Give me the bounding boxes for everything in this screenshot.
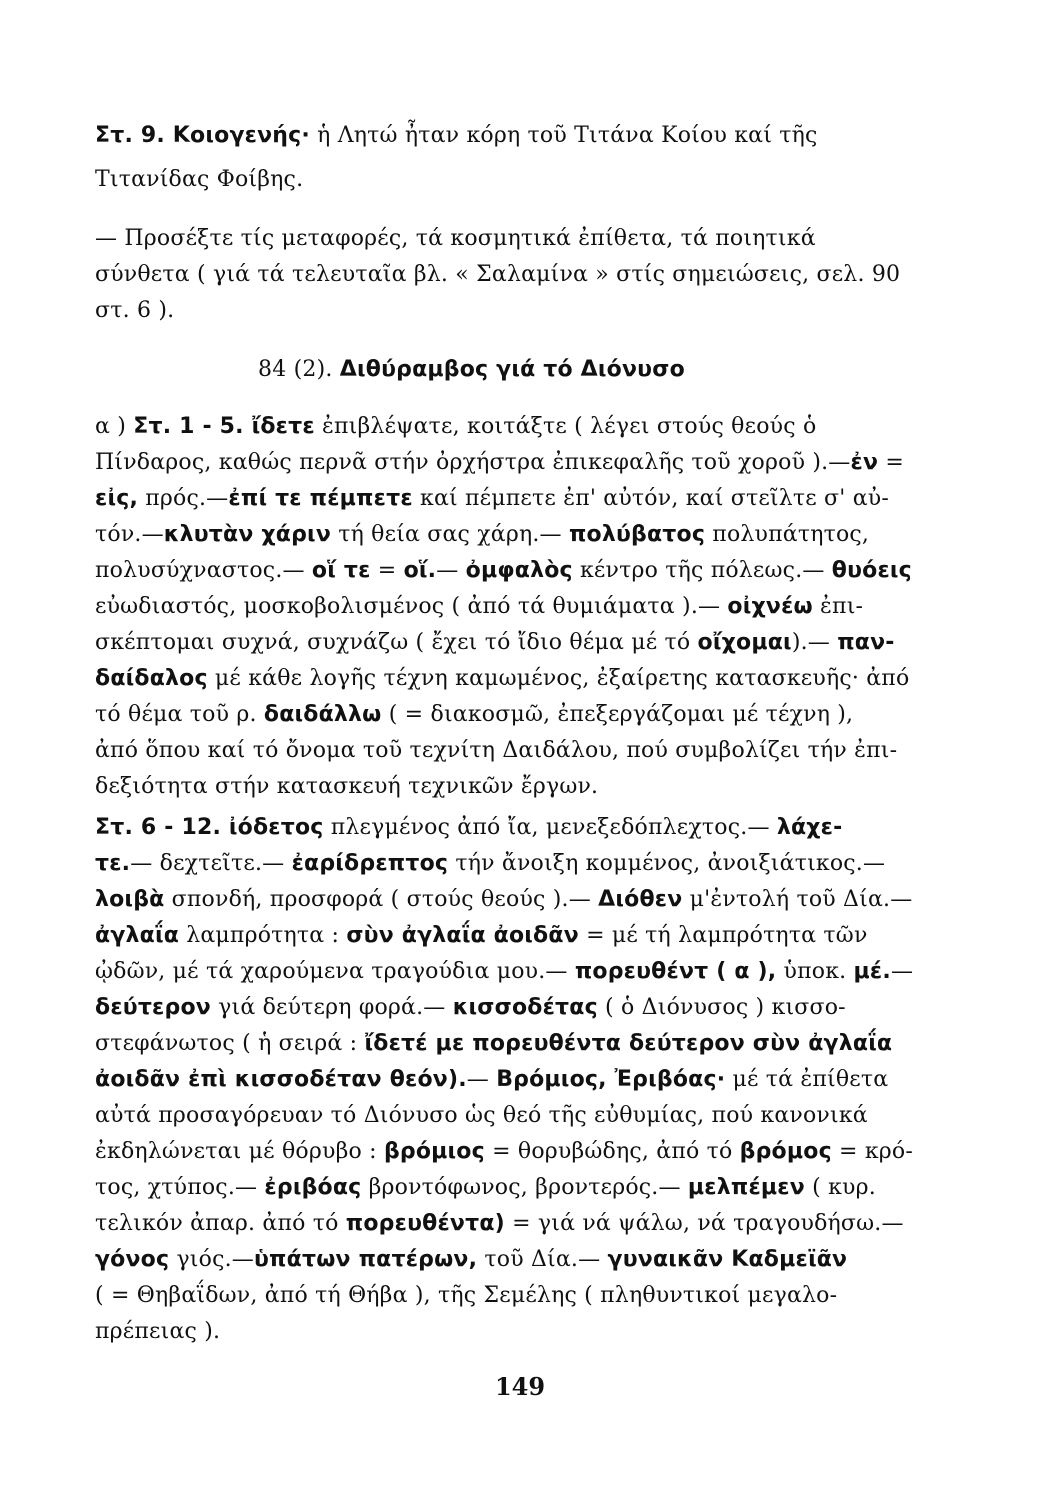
- bold-term: Βρόμιος, Ἐριβόας·: [496, 1067, 726, 1092]
- text-run: πολυσύχναστος.—: [95, 558, 312, 583]
- text-run: μέ τά ἐπίθετα: [725, 1067, 889, 1092]
- text-line: [95, 257, 945, 293]
- text-line: [95, 1278, 945, 1314]
- text-run: γιός.—: [169, 1247, 254, 1272]
- text-run: εὐωδιαστός, μοσκοβολισμένος ( ἀπό τά θυμιάματα ).—: [95, 594, 728, 619]
- text-line: [95, 445, 945, 481]
- bold-term: κισσοδέτας: [452, 995, 598, 1020]
- text-line: [95, 625, 945, 661]
- text-run: — Προσέξτε τίς μεταφορές, τά κοσμητικά ἐπίθετα, τά ποιητικά: [95, 226, 816, 251]
- bold-term: Στ. 6 - 12. ἰόδετος: [95, 815, 324, 840]
- bold-term: ἀγλαΐα: [95, 923, 180, 948]
- text-line: [95, 481, 945, 517]
- bold-term: τε.: [95, 851, 131, 876]
- text-line: [95, 589, 945, 625]
- text-run: ἀπό ὅπου καί τό ὄνομα τοῦ τεχνίτη Δαιδάλου, πού συμβολίζει τήν ἐπι-: [95, 738, 898, 763]
- text-run: ( = Θηβαΐδων, ἀπό τή Θήβα ), τῆς Σεμέλης ( πληθυντικοί μεγαλο-: [95, 1283, 838, 1308]
- text-line: [95, 517, 945, 553]
- text-run: σπονδή, προσφορά ( στούς θεούς ).—: [164, 887, 599, 912]
- text-run: ἐπιβλέψατε, κοιτάξτε ( λέγει στούς θεούς ὁ: [314, 414, 817, 439]
- text-run: τόν.—: [95, 522, 164, 547]
- bold-term: θυόεις: [831, 558, 912, 583]
- bold-term: παν-: [837, 630, 895, 655]
- text-line: [95, 1062, 945, 1098]
- bold-term: γυναικᾶν Καδμεϊᾶν: [607, 1247, 848, 1272]
- text-run: αὐτά προσαγόρευαν τό Διόνυσο ὡς θεό τῆς εὐθυμίας, πού κανονικά: [95, 1103, 868, 1128]
- bold-term: οἵ.: [403, 558, 437, 583]
- text-run: στ. 6 ).: [95, 298, 175, 323]
- text-run: μέ κάθε λογῆς τέχνη καμωμένος, ἐξαίρετης κατασκευῆς· ἀπό: [207, 666, 910, 691]
- text-line: [95, 769, 945, 805]
- bold-term: ὑπάτων πατέρων,: [253, 1247, 478, 1272]
- bold-term: Διθύραμβος γιά τό Διόνυσο: [339, 357, 685, 382]
- text-run: μ'ἐντολή τοῦ Δία.—: [682, 887, 913, 912]
- text-run: ( = διακοσμῶ, ἐπεξεργάζομαι μέ τέχνη ),: [381, 702, 854, 727]
- text-line: [95, 1314, 945, 1350]
- bold-term: Στ. 9. Κοιογενής·: [95, 123, 310, 148]
- text-line: [95, 846, 945, 882]
- bold-term: πορευθέντα): [345, 1211, 505, 1236]
- bold-term: μέ.: [853, 959, 891, 984]
- text-run: τος, χτύπος.—: [95, 1175, 265, 1200]
- text-run: κέντρο τῆς πόλεως.—: [572, 558, 832, 583]
- bold-term: δεύτερον: [95, 995, 211, 1020]
- text-run: Πίνδαρος, καθώς περνᾶ στήν ὀρχήστρα ἐπικεφαλῆς τοῦ χοροῦ ).—: [95, 450, 851, 475]
- text-run: Τιτανίδας Φοίβης.: [95, 167, 304, 192]
- text-line: [95, 162, 945, 198]
- text-line: [95, 918, 945, 954]
- text-run: ).—: [791, 630, 838, 655]
- text-run: ᾠδῶν, μέ τά χαρούμενα τραγούδια μου.—: [95, 959, 575, 984]
- bold-term: οἵ τε: [311, 558, 371, 583]
- text-line: [95, 990, 945, 1026]
- text-line: [95, 409, 945, 445]
- text-line: [95, 553, 945, 589]
- bold-term: λοιβὰ: [95, 887, 165, 912]
- bold-term: δαιδάλλω: [263, 702, 382, 727]
- bold-term: ἐπί τε πέμπετε: [228, 486, 413, 511]
- bold-term: λάχε-: [776, 815, 843, 840]
- text-run: —: [436, 558, 466, 583]
- text-run: ἡ Λητώ ἦταν κόρη τοῦ Τιτάνα Κοίου καί τῆς: [309, 123, 818, 148]
- text-line: [95, 1098, 945, 1134]
- bold-term: εἰς,: [95, 486, 139, 511]
- text-line: [95, 1170, 945, 1206]
- bold-term: βρόμος: [739, 1139, 832, 1164]
- text-run: = γιά νά ψάλω, νά τραγουδήσω.—: [504, 1211, 904, 1236]
- text-run: =: [878, 450, 904, 475]
- text-line: [95, 118, 945, 154]
- text-line: [95, 1242, 945, 1278]
- bold-term: ἴδετέ με πορευθέντα δεύτερον σὺν ἀγλαΐα: [364, 1031, 893, 1056]
- text-run: τή θεία σας χάρη.—: [331, 522, 569, 547]
- text-run: —: [890, 959, 914, 984]
- text-run: σκέπτομαι συχνά, συχνάζω ( ἔχει τό ἴδιο θέμα μέ τό: [95, 630, 698, 655]
- bold-term: οἰχνέω: [727, 594, 813, 619]
- bold-term: Στ. 1 - 5. ἴδετε: [133, 414, 315, 439]
- text-run: —: [466, 1067, 497, 1092]
- text-run: σύνθετα ( γιά τά τελευταῖα βλ. « Σαλαμίνα » στίς σημειώσεις, σελ. 90: [95, 262, 901, 287]
- text-run: πρός.—: [138, 486, 229, 511]
- bold-term: Διόθεν: [598, 887, 683, 912]
- text-run: ( ὁ Διόνυσος ) κισσο-: [597, 995, 846, 1020]
- text-run: πλεγμένος ἀπό ἴα, μενεξεδόπλεχτος.—: [323, 815, 777, 840]
- bold-term: δαίδαλος: [95, 666, 208, 691]
- bold-term: μελπέμεν: [687, 1175, 805, 1200]
- text-run: 84 (2).: [258, 357, 340, 382]
- bold-term: ἐριβόας: [264, 1175, 362, 1200]
- bold-term: σὺν ἀγλαΐα ἀοιδᾶν: [346, 923, 579, 948]
- text-line: [95, 293, 945, 329]
- text-run: στεφάνωτος ( ἡ σειρά :: [95, 1031, 365, 1056]
- text-line: [95, 697, 945, 733]
- text-run: ὑποκ.: [776, 959, 854, 984]
- text-line: [95, 733, 945, 769]
- text-run: τήν ἄνοιξη κομμένος, ἀνοιξιάτικος.—: [448, 851, 886, 876]
- text-line: [95, 882, 945, 918]
- bold-term: πολύβατος: [568, 522, 706, 547]
- text-run: γιά δεύτερη φορά.—: [210, 995, 453, 1020]
- text-run: ( κυρ.: [804, 1175, 876, 1200]
- text-run: καί πέμπετε ἐπ' αὐτόν, καί στεῖλτε σ' αὐ-: [412, 486, 889, 511]
- text-line: [95, 1206, 945, 1242]
- text-run: τελικόν ἀπαρ. ἀπό τό: [95, 1211, 346, 1236]
- text-run: δεξιότητα στήν κατασκευή τεχνικῶν ἔργων.: [95, 774, 599, 799]
- text-run: πολυπάτητος,: [705, 522, 870, 547]
- text-line: [95, 661, 945, 697]
- bold-term: βρόμιος: [383, 1139, 485, 1164]
- bold-term: οἴχομαι: [697, 630, 792, 655]
- bold-term: ὀμφαλὸς: [465, 558, 573, 583]
- bold-term: ἐαρίδρεπτος: [291, 851, 449, 876]
- text-run: λαμπρότητα :: [179, 923, 347, 948]
- text-line: [95, 810, 945, 846]
- text-line: [95, 1026, 945, 1062]
- text-run: = κρό-: [831, 1139, 913, 1164]
- text-run: α ): [95, 414, 134, 439]
- text-run: τοῦ Δία.—: [477, 1247, 608, 1272]
- text-run: ἐπι-: [812, 594, 864, 619]
- text-run: βροντόφωνος, βροντερός.—: [361, 1175, 688, 1200]
- text-run: = θορυβώδης, ἀπό τό: [484, 1139, 740, 1164]
- text-run: =: [370, 558, 404, 583]
- bold-term: κλυτὰν χάριν: [163, 522, 332, 547]
- bold-term: γόνος: [95, 1247, 170, 1272]
- text-run: = μέ τή λαμπρότητα τῶν: [578, 923, 868, 948]
- text-line: [95, 221, 945, 257]
- text-line: [95, 1134, 945, 1170]
- text-line: [258, 352, 1040, 388]
- text-run: — δεχτεῖτε.—: [130, 851, 292, 876]
- bold-term: ἀοιδᾶν ἐπὶ κισσοδέταν θεόν).: [95, 1067, 467, 1092]
- text-run: ἐκδηλώνεται μέ θόρυβο :: [95, 1139, 384, 1164]
- bold-term: ἐν: [850, 450, 879, 475]
- text-line: [95, 954, 945, 990]
- text-run: πρέπειας ).: [95, 1319, 221, 1344]
- bold-term: πορευθέντ ( α ),: [574, 959, 777, 984]
- text-run: τό θέμα τοῦ ρ.: [95, 702, 264, 727]
- page-number: 149: [494, 1372, 546, 1401]
